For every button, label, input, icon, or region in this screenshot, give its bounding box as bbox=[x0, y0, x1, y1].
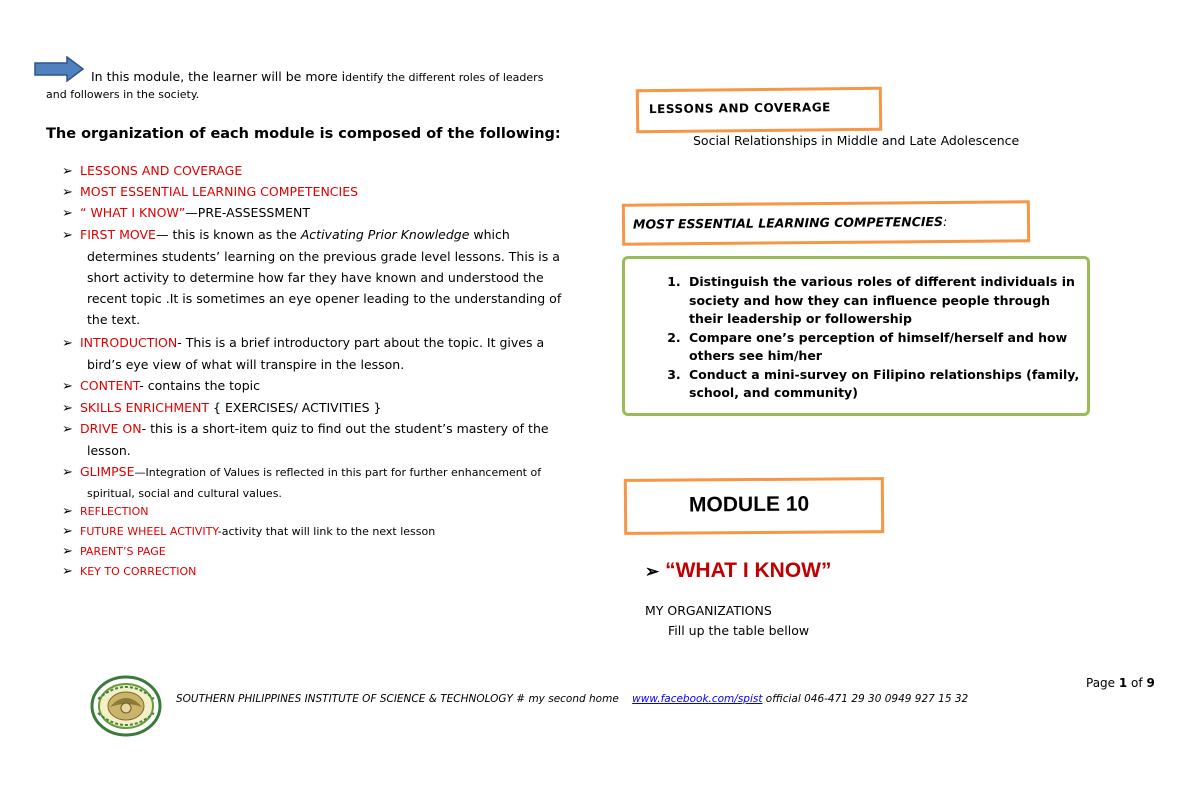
list-item-introduction: ➢ INTRODUCTION- This is a brief introductory part about the topic. It gives a bird’s eye view of what will transpire in the lesson. bbox=[62, 335, 545, 372]
bullet-arrow-icon: ➢ bbox=[62, 401, 73, 416]
list-item-glimpse: ➢ GLIMPSE—Integration of Values is reflected in this part for further enhancement of spiritual, social and cultural values. bbox=[62, 464, 542, 500]
melc-title: MOST ESSENTIAL LEARNING COMPETENCIES: bbox=[632, 213, 948, 232]
bullet-arrow-icon: ➢ bbox=[62, 206, 73, 221]
bullet-arrow-icon: ➢ bbox=[62, 379, 73, 394]
bullet-arrow-icon: ➢ bbox=[62, 564, 73, 579]
my-organizations-label: MY ORGANIZATIONS bbox=[645, 603, 772, 618]
bullet-arrow-icon: ➢ bbox=[62, 422, 73, 437]
bullet-arrow-icon: ➢ bbox=[62, 504, 73, 519]
lessons-coverage-subtitle: Social Relationships in Middle and Late Adolescence bbox=[693, 133, 1020, 148]
list-item-skills-enrichment: ➢ SKILLS ENRICHMENT { EXERCISES/ ACTIVITIES } bbox=[62, 397, 562, 419]
intro-text-line2: and followers in the society. bbox=[46, 88, 200, 101]
right-arrow-icon bbox=[33, 56, 85, 82]
competencies-box bbox=[622, 256, 1090, 416]
list-item-drive-on: ➢ DRIVE ON- this is a short-item quiz to find out the student’s mastery of the lesson. bbox=[62, 421, 549, 458]
list-item-what-i-know: ➢ “ WHAT I KNOW”—PRE-ASSESSMENT bbox=[62, 202, 562, 224]
competencies-list bbox=[625, 273, 1087, 403]
competency-item: 3. Conduct a mini-survey on Filipino relationships (family, school, and community) bbox=[685, 366, 1087, 403]
bullet-arrow-icon: ➢ bbox=[62, 524, 73, 539]
bullet-arrow-icon: ➢ bbox=[645, 562, 660, 581]
organization-heading: The organization of each module is composed of the following: bbox=[46, 126, 561, 142]
list-item-first-move: ➢ FIRST MOVE— this is known as the Activating Prior Knowledge which determines students’ learning on the previous grade level lessons. This is a short activity to determine how far they have known and understood the recent topic .It is sometimes an eye opener leading to the understanding of the text. bbox=[62, 227, 562, 327]
module-box bbox=[624, 477, 884, 535]
competency-item: 2. Compare one’s perception of himself/herself and how others see him/her bbox=[685, 329, 1087, 366]
bullet-arrow-icon: ➢ bbox=[62, 465, 73, 480]
bullet-arrow-icon: ➢ bbox=[62, 164, 73, 179]
module-title: MODULE 10 bbox=[688, 492, 810, 517]
list-item-future-wheel: ➢ FUTURE WHEEL ACTIVITY-activity that will link to the next lesson bbox=[62, 522, 562, 542]
facebook-link[interactable]: www.facebook.com/spist bbox=[632, 693, 763, 705]
list-item-lessons: ➢ LESSONS AND COVERAGE bbox=[62, 160, 562, 182]
list-item-parents-page: ➢ PARENT’S PAGE bbox=[62, 542, 562, 562]
footer-school-line: SOUTHERN PHILIPPINES INSTITUTE OF SCIENCE & TECHNOLOGY # my second home www.facebook.com/spist official 046-471 29 30 0949 927 15 32 bbox=[176, 693, 969, 705]
intro-text: In this module, the learner will be more identify the different roles of leaders bbox=[91, 69, 544, 84]
list-item-content: ➢ CONTENT- contains the topic bbox=[62, 375, 562, 397]
bullet-arrow-icon: ➢ bbox=[62, 336, 73, 351]
bullet-arrow-icon: ➢ bbox=[62, 228, 73, 243]
competency-item: 1. Distinguish the various roles of different individuals in society and how they can influence people through their leadership or followership bbox=[685, 273, 1087, 329]
bullet-arrow-icon: ➢ bbox=[62, 544, 73, 559]
bullet-arrow-icon: ➢ bbox=[62, 185, 73, 200]
list-item-melc: ➢ MOST ESSENTIAL LEARNING COMPETENCIES bbox=[62, 181, 562, 203]
lessons-coverage-box bbox=[636, 87, 882, 134]
what-i-know-heading: ➢ “WHAT I KNOW” bbox=[645, 559, 832, 582]
fill-table-instruction: Fill up the table bellow bbox=[668, 623, 810, 638]
list-item-reflection: ➢ REFLECTION bbox=[62, 502, 562, 522]
list-item-key-to-correction: ➢ KEY TO CORRECTION bbox=[62, 562, 562, 582]
page-number: Page 1 of 9 bbox=[1086, 676, 1155, 690]
melc-title-box bbox=[622, 200, 1030, 246]
lessons-coverage-title: LESSONS AND COVERAGE bbox=[648, 100, 831, 117]
school-seal-logo bbox=[90, 675, 162, 737]
